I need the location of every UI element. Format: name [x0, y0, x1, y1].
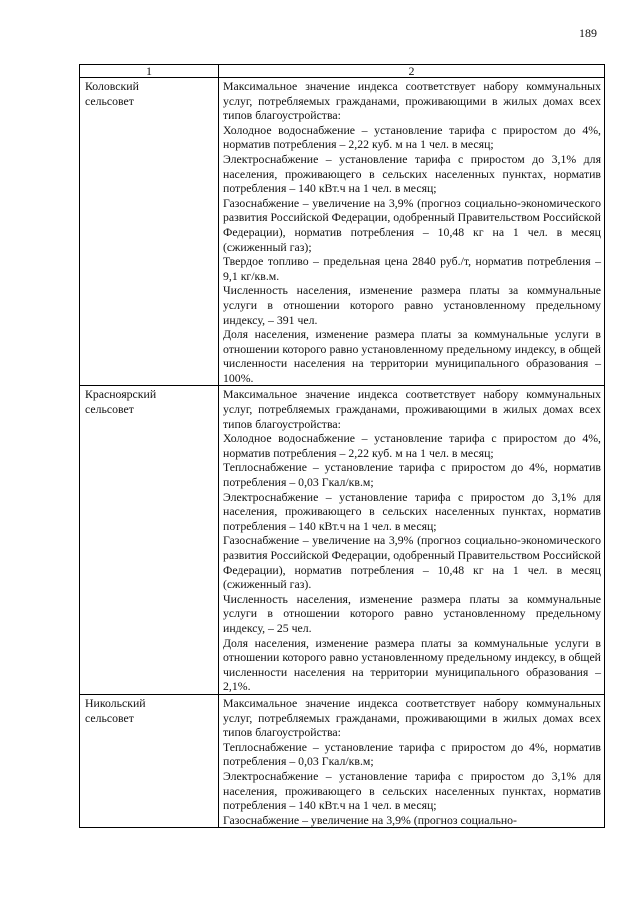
- content-paragraph: Твердое топливо – предельная цена 2840 руб./т, норматив потребления – 9,1 кг/кв.м.: [223, 254, 601, 283]
- page-number: 189: [579, 26, 597, 40]
- table-row: [80, 694, 605, 827]
- content-paragraph: Теплоснабжение – установление тарифа с приростом до 4%, норматив потребления – 0,03 Гкал/кв.м;: [223, 739, 601, 769]
- content-paragraph: Теплоснабжение – установление тарифа с приростом до 4%, норматив потребления – 0,03 Гкал/кв.м;: [223, 460, 601, 490]
- region-name: Красноярский: [85, 387, 157, 402]
- region-cell: [80, 694, 219, 827]
- content-paragraph: Максимальное значение индекса соответствует набору коммунальных услуг, потребляемых гражданами, проживающими в жилых домах всех типов благоустройства:: [223, 695, 601, 740]
- column-header-2: 2: [219, 65, 605, 78]
- column-header-1: 1: [80, 65, 219, 78]
- content-cell: [219, 78, 605, 386]
- content-paragraph: Холодное водоснабжение – установление тарифа с приростом до 4%, норматив потребления – 2,22 куб. м на 1 чел. в месяц;: [223, 431, 601, 460]
- region-type: сельсовет: [85, 710, 134, 725]
- region-cell: [80, 386, 219, 694]
- region-name: Коловский: [85, 79, 139, 93]
- content-paragraph: Электроснабжение – установление тарифа с приростом до 3,1% для населения, проживающего в сельских населенных пунктах, норматив потребления – 140 кВт.ч на 1 чел. в месяц;: [223, 151, 601, 196]
- region-name: Никольский: [85, 695, 146, 710]
- content-paragraph: Электроснабжение – установление тарифа с приростом до 3,1% для населения, проживающего в сельских населенных пунктах, норматив потребления – 140 кВт.ч на 1 чел. в месяц;: [223, 768, 601, 813]
- content-paragraph: Доля населения, изменение размера платы за коммунальные услуги в отношении которого равно установленному предельному индексу, в общей численности населения на территории муниципального образования – 100%.: [223, 327, 601, 385]
- region-type: сельсовет: [85, 93, 134, 108]
- tariff-table: [79, 64, 605, 828]
- content-cell: [219, 386, 605, 694]
- content-paragraph: Газоснабжение – увеличение на 3,9% (прогноз социально-: [223, 812, 517, 827]
- content-paragraph: Максимальное значение индекса соответствует набору коммунальных услуг, потребляемых гражданами, проживающими в жилых домах всех типов благоустройства:: [223, 79, 601, 123]
- content-paragraph: Газоснабжение – увеличение на 3,9% (прогноз социально-экономического развития Российской Федерации, одобренный Правительством Российской Федерации), норматив потребления – 10,48 кг на 1 чел. в месяц (сжиженный газ);: [223, 195, 601, 254]
- content-paragraph: Доля населения, изменение размера платы за коммунальные услуги в отношении которого равно установленному предельному индексу, в общей численности населения на территории муниципального образования – 2,1%.: [223, 635, 601, 694]
- table-row: [80, 78, 605, 386]
- content-paragraph: Газоснабжение – увеличение на 3,9% (прогноз социально-экономического развития Российской Федерации, одобренный Правительством Российской Федерации), норматив потребления – 10,48 кг на 1 чел. в месяц (сжиженный газ).: [223, 533, 601, 592]
- table-header-row: [80, 65, 605, 78]
- region-type: сельсовет: [85, 402, 134, 417]
- content-paragraph: Максимальное значение индекса соответствует набору коммунальных услуг, потребляемых гражданами, проживающими в жилых домах всех типов благоустройства:: [223, 387, 601, 431]
- content-cell: [219, 694, 605, 827]
- region-cell: [80, 78, 219, 386]
- table-row: [80, 386, 605, 694]
- content-paragraph: Электроснабжение – установление тарифа с приростом до 3,1% для населения, проживающего в сельских населенных пунктах, норматив потребления – 140 кВт.ч на 1 чел. в месяц;: [223, 489, 601, 533]
- content-paragraph: Численность населения, изменение размера платы за коммунальные услуги в отношении которого равно установленному предельному индексу, – 25 чел.: [223, 591, 601, 635]
- content-paragraph: Численность населения, изменение размера платы за коммунальные услуги в отношении которого равно установленному предельному индексу, – 391 чел.: [223, 283, 601, 327]
- content-paragraph: Холодное водоснабжение – установление тарифа с приростом до 4%, норматив потребления – 2,22 куб. м на 1 чел. в месяц;: [223, 122, 601, 152]
